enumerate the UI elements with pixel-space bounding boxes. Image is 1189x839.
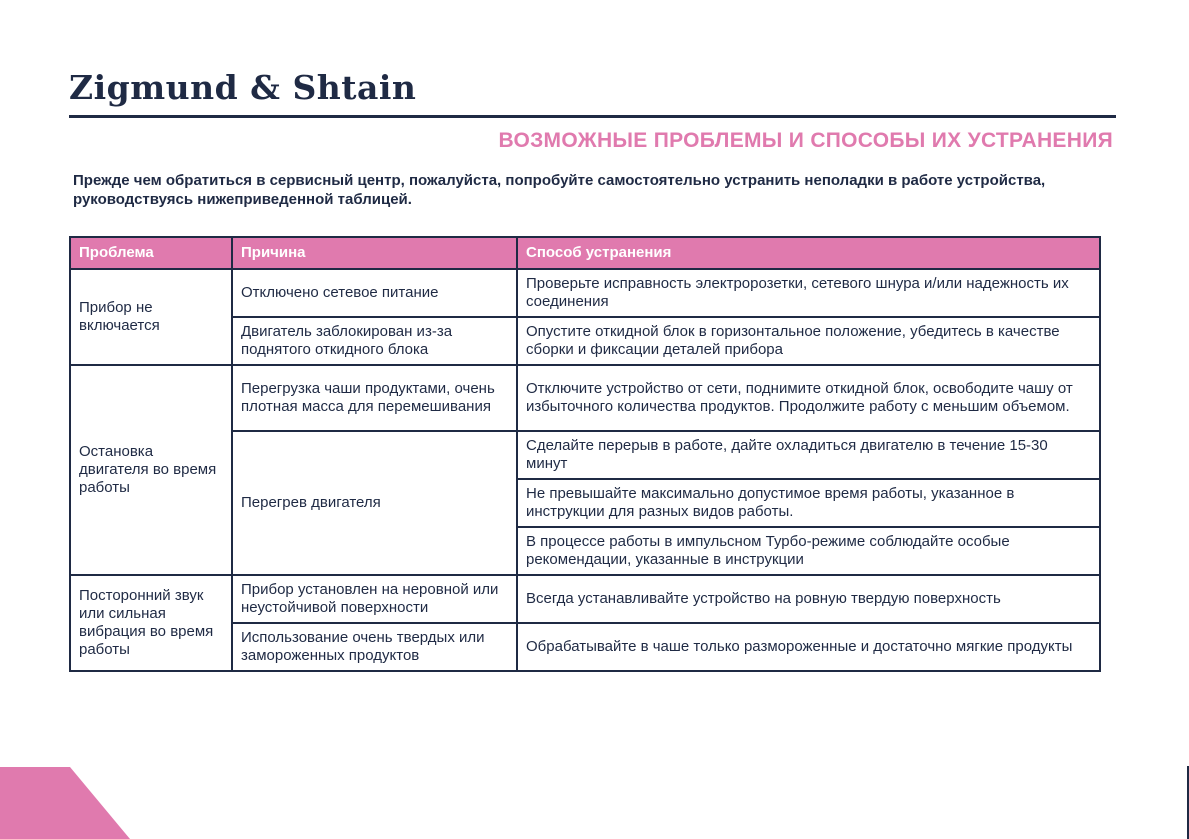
- solution-cell: Отключите устройство от сети, поднимите откидной блок, освободите чашу от избыточного количества продуктов. Продолжите работу с меньшим объемом.: [517, 365, 1100, 431]
- header-cause: Причина: [232, 237, 517, 269]
- table-row: [70, 575, 1100, 623]
- table-row: [70, 269, 1100, 317]
- troubleshooting-table: [69, 236, 1101, 672]
- table-row: [70, 365, 1100, 431]
- section-title: ВОЗМОЖНЫЕ ПРОБЛЕМЫ И СПОСОБЫ ИХ УСТРАНЕНИЯ: [498, 129, 1113, 152]
- problem-cell: Прибор не включается: [70, 269, 232, 365]
- solution-cell: Проверьте исправность электророзетки, сетевого шнура и/или надежность их соединения: [517, 269, 1100, 317]
- corner-decoration: [0, 767, 130, 839]
- solution-cell: Обрабатывайте в чаше только размороженные и достаточно мягкие продукты: [517, 623, 1100, 671]
- intro-text: Прежде чем обратиться в сервисный центр, пожалуйста, попробуйте самостоятельно устранить неполадки в работе устройства, руководствуясь нижеприведенной таблицей.: [73, 172, 1046, 208]
- solution-cell: Сделайте перерыв в работе, дайте охладиться двигателю в течение 15-30 минут: [517, 431, 1100, 479]
- cause-cell: Перегрузка чаши продуктами, очень плотная масса для перемешивания: [232, 365, 517, 431]
- corner-triangle: [0, 767, 130, 839]
- problem-cell: Остановка двигателя во время работы: [70, 365, 232, 575]
- cause-cell: Перегрев двигателя: [232, 431, 517, 575]
- solution-cell: В процессе работы в импульсном Турбо-режиме соблюдайте особые рекомендации, указанные в инструкции: [517, 527, 1100, 575]
- cause-cell: Использование очень твердых или замороженных продуктов: [232, 623, 517, 671]
- cause-cell: Отключено сетевое питание: [232, 269, 517, 317]
- solution-cell: Не превышайте максимально допустимое время работы, указанное в инструкции для разных видов работы.: [517, 479, 1100, 527]
- cause-cell: Двигатель заблокирован из-за поднятого откидного блока: [232, 317, 517, 365]
- solution-cell: Всегда устанавливайте устройство на ровную твердую поверхность: [517, 575, 1100, 623]
- solution-cell: Опустите откидной блок в горизонтальное положение, убедитесь в качестве сборки и фиксации деталей прибора: [517, 317, 1100, 365]
- cause-cell: Прибор установлен на неровной или неустойчивой поверхности: [232, 575, 517, 623]
- header-problem: Проблема: [70, 237, 232, 269]
- problem-cell: Посторонний звук или сильная вибрация во время работы: [70, 575, 232, 671]
- header-divider: [69, 115, 1116, 118]
- table-header-row: [70, 237, 1100, 269]
- header-solution: Способ устранения: [517, 237, 1100, 269]
- brand-logo: Zigmund & Shtain: [69, 68, 417, 107]
